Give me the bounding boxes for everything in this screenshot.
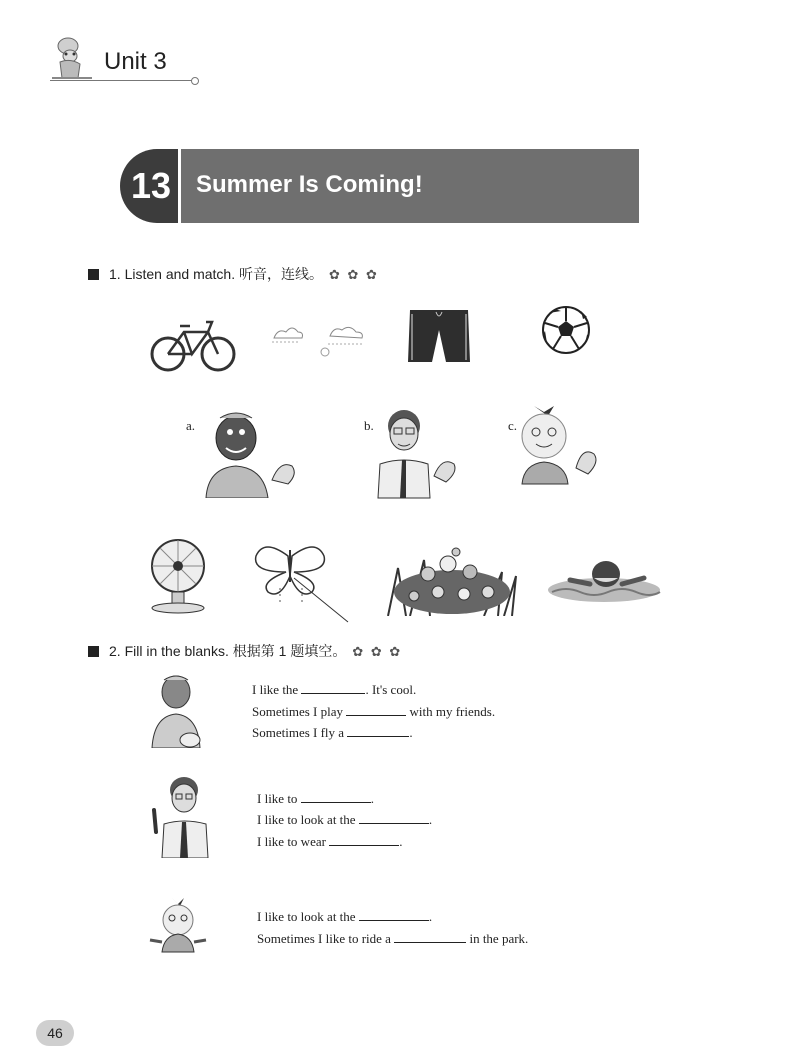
fill-line-c1: I like to look at the . <box>257 909 433 924</box>
child-c-small-icon <box>148 896 208 954</box>
fill-line-a2: Sometimes I play with my friends. <box>252 704 496 719</box>
rating-stars-icon: ✿ ✿ ✿ <box>352 644 403 659</box>
fill-line-a3: Sometimes I fly a . <box>252 725 413 740</box>
fill-line-b1: I like to . <box>257 791 374 806</box>
section-2-header <box>88 641 402 661</box>
blank-input[interactable] <box>346 703 406 716</box>
child-c-icon <box>518 402 602 486</box>
butterfly-kite-icon <box>250 542 354 624</box>
blank-input[interactable] <box>359 811 429 824</box>
mascot-icon <box>46 32 100 82</box>
blank-input[interactable] <box>394 930 466 943</box>
wind-clouds-icon <box>270 322 370 362</box>
section-1-number: 1. <box>109 266 121 282</box>
section-bullet <box>88 269 99 280</box>
section-2-number: 2. <box>109 643 121 659</box>
page-number: 46 <box>36 1020 74 1046</box>
section-bullet <box>88 646 99 657</box>
lesson-title: Summer Is Coming! <box>196 171 423 198</box>
bicycle-icon <box>150 312 236 376</box>
section-1-header <box>88 264 379 284</box>
child-a-small-icon <box>148 672 206 748</box>
header-rule-dot <box>191 77 199 85</box>
swim-shorts-icon <box>406 306 472 366</box>
blank-input[interactable] <box>329 833 399 846</box>
child-a-icon <box>198 406 302 498</box>
header-rule <box>50 80 192 81</box>
section-1-instruction-cn: 听音，连线。 <box>238 266 323 282</box>
section-2-instruction: Fill in the blanks. <box>124 643 229 659</box>
fill-line-b2: I like to look at the . <box>257 812 433 827</box>
rating-stars-icon: ✿ ✿ ✿ <box>328 267 379 282</box>
fill-line-b3: I like to wear . <box>257 834 403 849</box>
swimmer-icon <box>546 556 664 606</box>
option-b-label: b. <box>364 418 374 433</box>
soccer-ball-icon <box>541 305 591 355</box>
electric-fan-icon <box>142 536 212 614</box>
option-c-label: c. <box>508 418 518 433</box>
flowers-icon <box>384 542 520 616</box>
lesson-number-badge: 13 <box>120 149 178 223</box>
child-b-small-icon <box>148 774 212 858</box>
blank-input[interactable] <box>359 908 429 921</box>
fill-line-a1: I like the . It's cool. <box>252 682 417 697</box>
unit-title: Unit 3 <box>104 48 167 75</box>
section-2-instruction-cn: 根据第 1 题填空。 <box>232 643 347 659</box>
section-1-instruction: Listen and match. <box>124 266 236 282</box>
option-a-label: a. <box>186 418 196 433</box>
child-b-icon <box>376 402 460 502</box>
fill-line-c2: Sometimes I like to ride a in the park. <box>257 931 529 946</box>
blank-input[interactable] <box>301 681 365 694</box>
blank-input[interactable] <box>301 790 371 803</box>
blank-input[interactable] <box>347 724 409 737</box>
